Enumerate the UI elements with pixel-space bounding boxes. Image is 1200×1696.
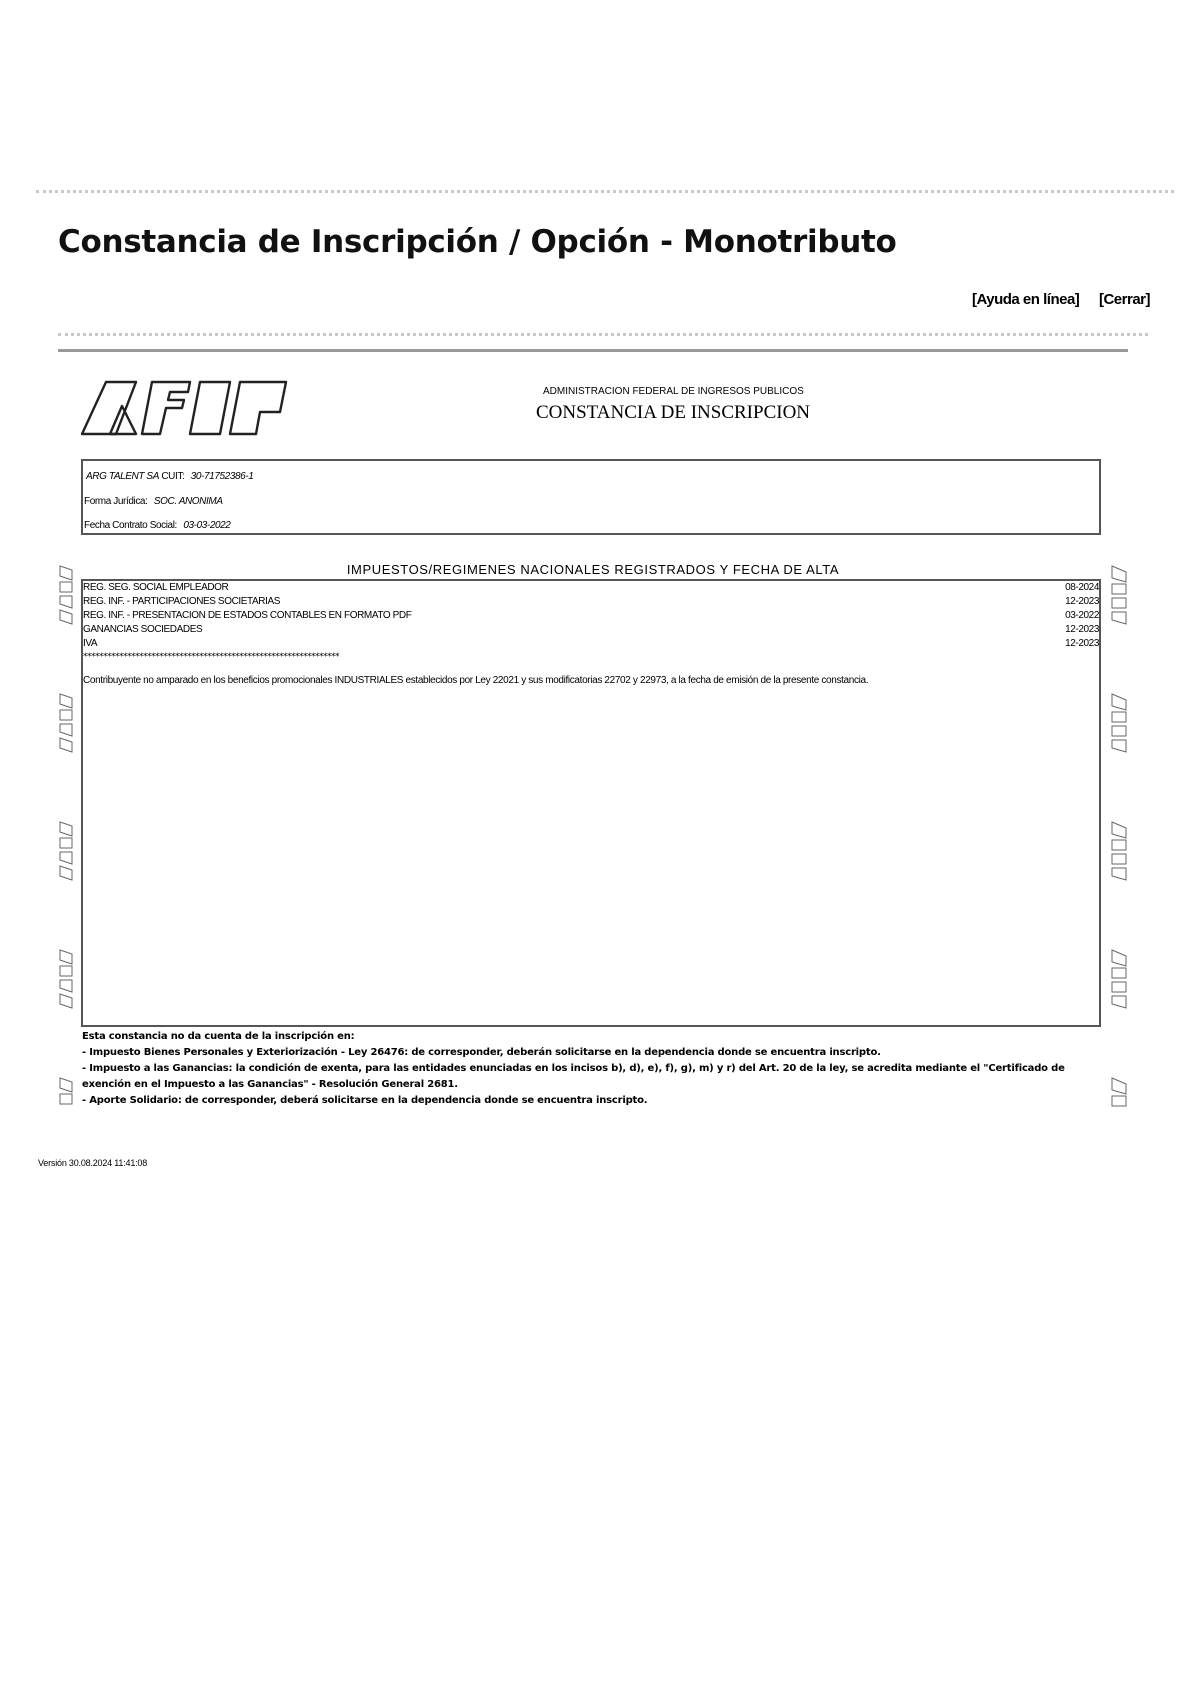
- registration-name: GANANCIAS SOCIEDADES: [83, 624, 203, 635]
- registration-name: REG. SEG. SOCIAL EMPLEADOR: [83, 582, 229, 593]
- top-links: [956, 291, 1150, 308]
- registration-name: REG. INF. - PARTICIPACIONES SOCIETARIAS: [83, 596, 281, 607]
- watermark-logo-icon: [1110, 948, 1128, 1010]
- registration-date: 03-2022: [1065, 610, 1099, 621]
- note-item: - Impuesto a las Ganancias: la condición de exenta, para las entidades enunciadas en los incisos b), d), e), f), g), m) y r) del Art. 20 de la ley, se acredita mediante el "Certificado de exención en el Impuesto a las Ganancias" - Resolución General 2681.: [82, 1063, 1065, 1090]
- watermark-logo-icon: [58, 1076, 74, 1110]
- watermark-logo-icon: [58, 692, 74, 754]
- registration-row: [83, 610, 1099, 624]
- taxpayer-name: ARG TALENT SA: [86, 471, 159, 482]
- watermark-logo-icon: [58, 948, 74, 1010]
- registration-date: 12-2023: [1065, 638, 1099, 649]
- registration-row: [83, 624, 1099, 638]
- page-title: Constancia de Inscripción / Opción - Monotributo: [58, 224, 897, 260]
- registration-date: 12-2023: [1065, 596, 1099, 607]
- notes-intro: Esta constancia no da cuenta de la inscripción en:: [82, 1031, 355, 1042]
- agency-name: ADMINISTRACION FEDERAL DE INGRESOS PUBLICOS: [543, 386, 804, 397]
- legal-form-label: Forma Jurídica:: [84, 496, 148, 507]
- registration-name: REG. INF. - PRESENTACION DE ESTADOS CONTABLES EN FORMATO PDF: [83, 610, 412, 621]
- document-title: CONSTANCIA DE INSCRIPCION: [536, 402, 811, 423]
- separator-stars: ****************************************************************: [83, 652, 339, 662]
- watermark-logo-icon: [1110, 564, 1128, 626]
- certificate-frame: [58, 349, 1128, 1110]
- cuit-label: CUIT:: [161, 471, 185, 482]
- registration-row: [83, 596, 1099, 610]
- watermark-logo-icon: [1110, 820, 1128, 882]
- contract-date-label: Fecha Contrato Social:: [84, 520, 177, 531]
- contract-date-value: 03-03-2022: [183, 520, 231, 531]
- title-divider: [58, 333, 1148, 336]
- watermark-logo-icon: [1110, 1076, 1128, 1110]
- legal-form-line: [84, 496, 223, 507]
- cuit-value: 30-71752386-1: [190, 471, 254, 482]
- note-item: - Impuesto Bienes Personales y Exteriorización - Ley 26476: de corresponder, deberán solicitarse en la dependencia donde se encuentra inscripto.: [82, 1047, 881, 1058]
- afip-logo: [80, 376, 290, 438]
- contract-date-line: [84, 520, 230, 531]
- note-item: - Aporte Solidario: de corresponder, deberá solicitarse en la dependencia donde se encuentra inscripto.: [82, 1095, 648, 1106]
- section-title: IMPUESTOS/REGIMENES NACIONALES REGISTRADOS Y FECHA DE ALTA: [346, 562, 840, 577]
- registration-row: [83, 638, 1099, 652]
- registrations-box: [81, 579, 1101, 1027]
- taxpayer-line: [86, 471, 253, 482]
- help-link[interactable]: [Ayuda en línea]: [971, 291, 1080, 308]
- watermark-logo-icon: [1110, 692, 1128, 754]
- taxpayer-box: [81, 459, 1101, 535]
- registration-date: 12-2023: [1065, 624, 1099, 635]
- watermark-logo-icon: [58, 820, 74, 882]
- top-divider: [36, 190, 1174, 193]
- close-link[interactable]: [Cerrar]: [1098, 291, 1150, 308]
- registration-row: [83, 582, 1099, 596]
- industrial-note: Contribuyente no amparado en los beneficios promocionales INDUSTRIALES establecidos por Ley 22021 y sus modificatorias 22702 y 22973, a la fecha de emisión de la presente constancia.: [83, 675, 869, 686]
- registration-name: IVA: [83, 638, 98, 649]
- legal-form-value: SOC. ANONIMA: [153, 496, 223, 507]
- watermark-logo-icon: [58, 564, 74, 626]
- version-footer: Versión 30.08.2024 11:41:08: [38, 1158, 148, 1168]
- registration-date: 08-2024: [1065, 582, 1099, 593]
- exclusion-notes: [82, 1029, 1082, 1109]
